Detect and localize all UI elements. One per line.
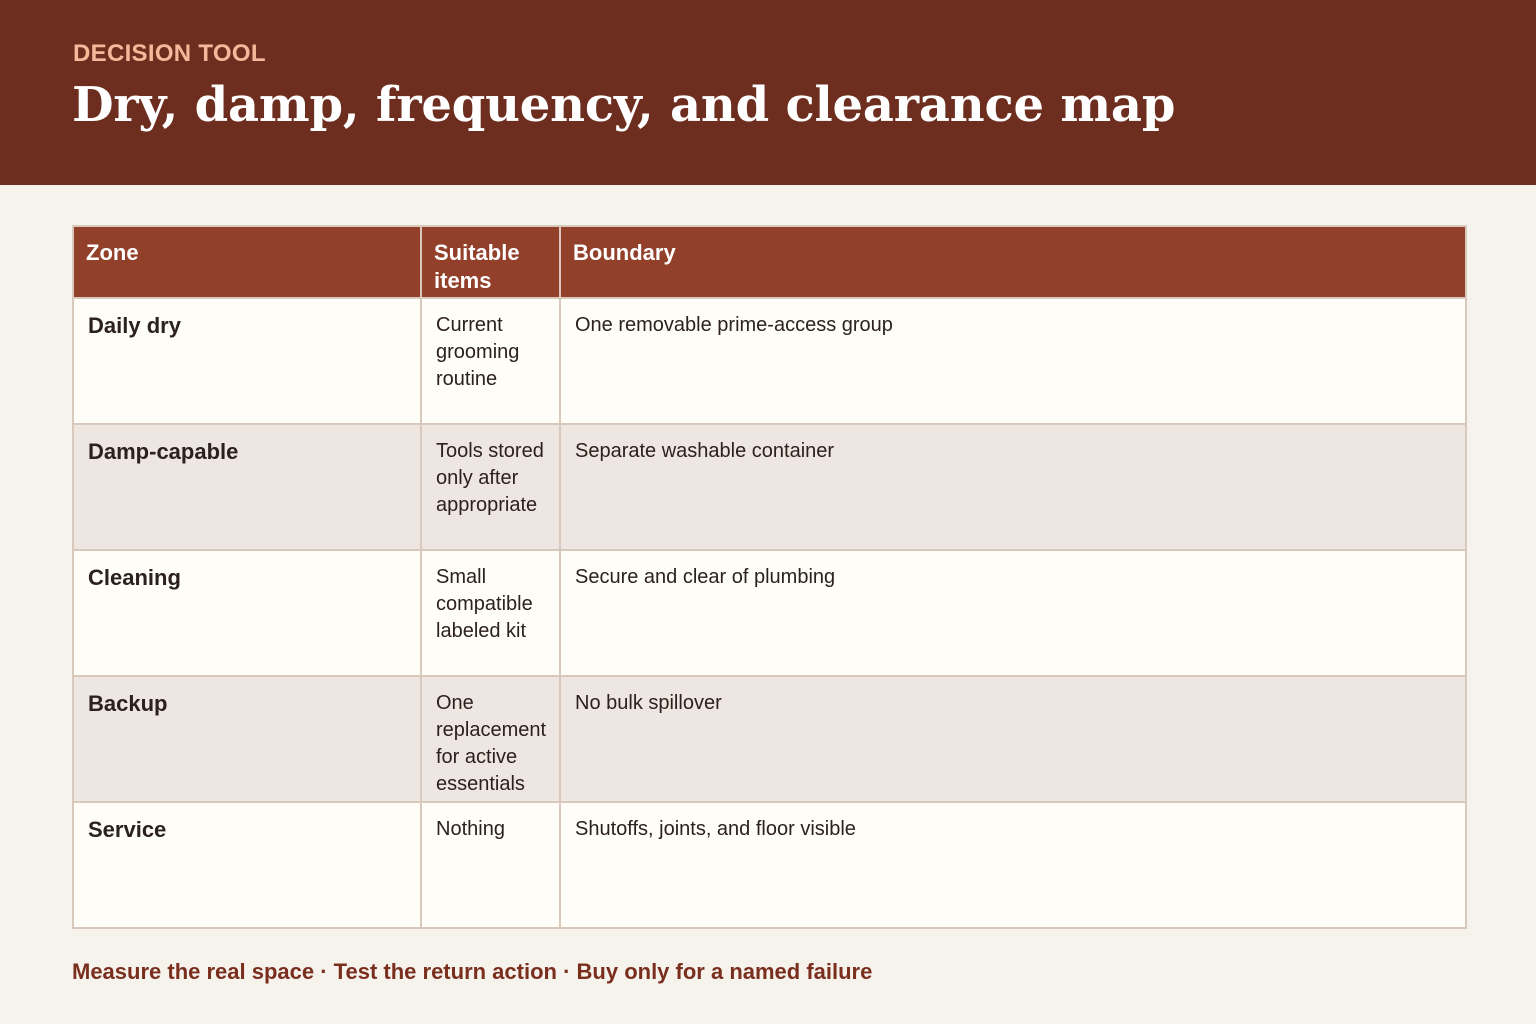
column-header-suitable-items: Suitable items [421, 226, 560, 298]
items-cell: Tools stored only after appropriate [421, 424, 560, 550]
table-row [73, 550, 1466, 676]
column-header-boundary: Boundary [560, 226, 1466, 298]
zone-cell: Daily dry [73, 298, 421, 424]
column-header-zone: Zone [73, 226, 421, 298]
page-header [0, 0, 1536, 185]
boundary-cell: Shutoffs, joints, and floor visible [560, 802, 1466, 928]
table-row [73, 802, 1466, 928]
zone-cell: Backup [73, 676, 421, 802]
boundary-cell: One removable prime-access group [560, 298, 1466, 424]
zone-cell: Service [73, 802, 421, 928]
boundary-cell: No bulk spillover [560, 676, 1466, 802]
items-cell: Nothing [421, 802, 560, 928]
table-row [73, 676, 1466, 802]
table-row [73, 298, 1466, 424]
items-cell: Current grooming routine [421, 298, 560, 424]
footer-guidance: Measure the real space · Test the return action · Buy only for a named failure [72, 959, 873, 984]
boundary-cell: Secure and clear of plumbing [560, 550, 1466, 676]
table-header-row [73, 226, 1466, 298]
zone-cell: Damp-capable [73, 424, 421, 550]
table-row [73, 424, 1466, 550]
items-cell: One replacement for active essentials [421, 676, 560, 802]
items-cell: Small compatible labeled kit [421, 550, 560, 676]
zone-cell: Cleaning [73, 550, 421, 676]
zone-map-table [72, 225, 1467, 929]
boundary-cell: Separate washable container [560, 424, 1466, 550]
page-title: Dry, damp, frequency, and clearance map [72, 77, 1176, 133]
eyebrow-label: DECISION TOOL [73, 40, 266, 67]
